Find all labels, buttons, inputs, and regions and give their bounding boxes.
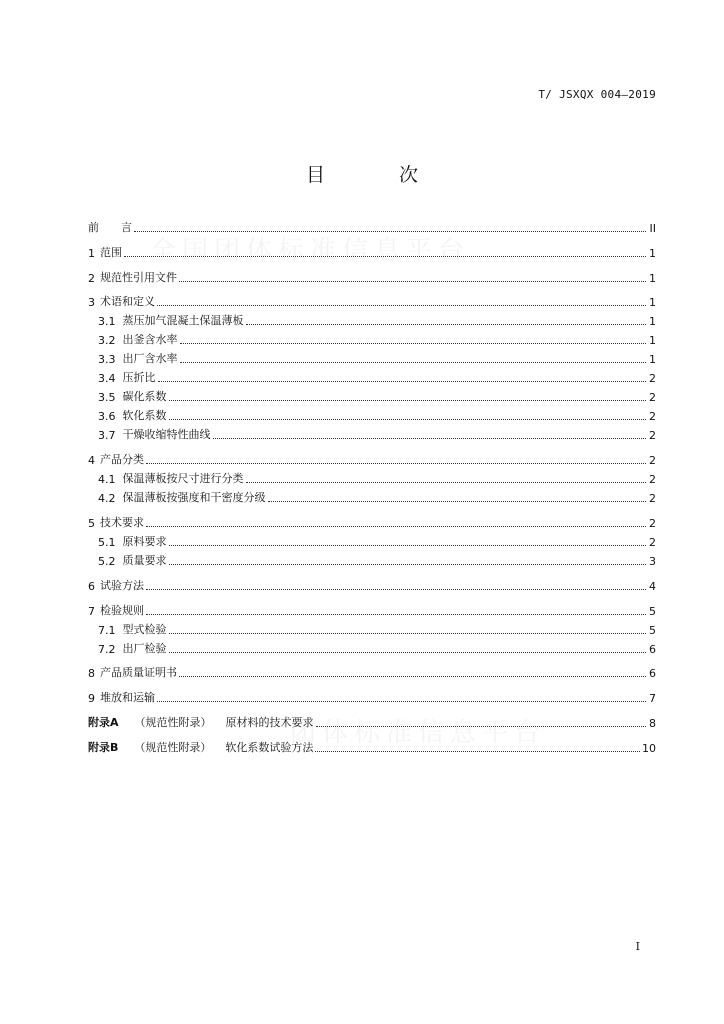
toc-entry-title: 保温薄板按尺寸进行分类 <box>122 472 244 486</box>
toc-dot-leader <box>169 418 647 420</box>
toc-entry-number: 附录A <box>88 715 119 729</box>
toc-entry-page: 2 <box>649 516 656 530</box>
toc-dot-leader <box>124 255 646 257</box>
toc-entry-number: 7.2 <box>98 642 116 656</box>
toc-entry-title: 型式检验 <box>122 622 167 636</box>
toc-entry-number: 5.2 <box>98 554 116 568</box>
toc-entry-title: 出厂检验 <box>122 641 167 655</box>
toc-dot-leader <box>146 525 646 527</box>
toc-entry-title: 出厂含水率 <box>122 352 178 366</box>
page-title: 目 次 <box>305 164 453 186</box>
toc-dot-leader <box>157 700 646 702</box>
toc-entry-number: 2 <box>88 271 95 285</box>
toc-entry-number: 3.4 <box>98 372 116 386</box>
toc-entry[interactable] <box>88 599 656 618</box>
toc-entry[interactable] <box>88 486 656 505</box>
toc-entry-title: 软化系数 <box>122 409 167 423</box>
toc-dot-leader <box>180 342 647 344</box>
toc-entry-number: 4.2 <box>98 492 116 506</box>
toc-entry[interactable] <box>88 266 656 285</box>
toc-entry-number: 3.1 <box>98 315 116 329</box>
toc-entry-title: 保温薄板按强度和干密度分级 <box>122 491 266 505</box>
toc-entry-annex-type: （规范性附录） <box>134 740 212 754</box>
toc-entry-number: 6 <box>88 579 95 593</box>
toc-entry[interactable] <box>88 511 656 530</box>
toc-entry-page: 8 <box>649 716 656 730</box>
toc-dot-leader <box>146 613 646 615</box>
toc-entry[interactable] <box>88 404 656 423</box>
toc-entry[interactable] <box>88 574 656 593</box>
toc-entry-page: 2 <box>649 492 656 506</box>
toc-entry-page: 2 <box>649 535 656 549</box>
toc-entry-page: 2 <box>649 410 656 424</box>
toc-entry-page: 1 <box>649 315 656 329</box>
page-number: I <box>635 940 640 953</box>
toc-entry[interactable] <box>88 686 656 705</box>
toc-entry-number: 5.1 <box>98 535 116 549</box>
toc-entry[interactable] <box>88 290 656 309</box>
toc-dot-leader <box>169 632 647 634</box>
toc-entry-number: 3.6 <box>98 410 116 424</box>
toc-entry-page: 6 <box>649 667 656 681</box>
toc-entry[interactable] <box>88 530 656 549</box>
toc-entry-title: 前 言 <box>88 221 132 234</box>
toc-entry[interactable] <box>88 328 656 347</box>
toc-entry[interactable] <box>88 467 656 486</box>
document-code: T/ JSXQX 004—2019 <box>538 88 656 101</box>
toc-entry-number: 8 <box>88 667 95 681</box>
toc-entry-page: 2 <box>649 473 656 487</box>
toc-entry-page: 1 <box>649 296 656 310</box>
toc-entry-page: 2 <box>649 391 656 405</box>
toc-entry[interactable] <box>88 637 656 656</box>
toc-entry-number: 4 <box>88 454 95 468</box>
toc-entry-title: 干燥收缩特性曲线 <box>122 428 211 442</box>
toc-entry[interactable] <box>88 423 656 442</box>
toc-entry-title: 质量要求 <box>122 553 167 567</box>
toc-entry[interactable] <box>88 241 656 260</box>
toc-entry-title: 产品分类 <box>100 453 144 467</box>
toc-dot-leader <box>213 437 647 439</box>
toc-dot-leader <box>179 675 646 677</box>
toc-entry[interactable] <box>88 736 656 755</box>
toc-entry-title: 检验规则 <box>100 603 144 617</box>
toc-entry-page: 1 <box>649 271 656 285</box>
toc-dot-leader <box>268 500 647 502</box>
toc-entry-title: 原材料的技术要求 <box>225 715 314 729</box>
toc-entry-annex-type: （规范性附录） <box>134 715 212 729</box>
toc-dot-leader <box>169 651 647 653</box>
toc-entry-title: 压折比 <box>122 371 156 385</box>
toc-entry-title: 软化系数试验方法 <box>225 740 314 754</box>
toc-entry[interactable] <box>88 661 656 680</box>
toc-entry-number: 5 <box>88 516 95 530</box>
toc-dot-leader <box>246 481 647 483</box>
toc-entry-number: 4.1 <box>98 473 116 487</box>
toc-entry-title: 规范性引用文件 <box>100 270 177 284</box>
toc-entry-number: 1 <box>88 246 95 260</box>
toc-entry-page: 2 <box>649 429 656 443</box>
toc-entry-title: 蒸压加气混凝土保温薄板 <box>122 314 244 328</box>
toc-entry-number: 9 <box>88 692 95 706</box>
toc-entry-number: 附录B <box>88 740 119 754</box>
toc-entry-title: 术语和定义 <box>100 295 155 309</box>
toc-entry-page: 1 <box>649 334 656 348</box>
toc-dot-leader <box>179 280 646 282</box>
toc-entry-title: 碳化系数 <box>122 390 167 404</box>
toc-entry-number: 3.2 <box>98 334 116 348</box>
toc-entry-page: 2 <box>649 372 656 386</box>
toc-dot-leader <box>169 544 647 546</box>
toc-entry-number: 7.1 <box>98 623 116 637</box>
toc-entry-number: 3.5 <box>98 391 116 405</box>
toc-dot-leader <box>169 399 647 401</box>
toc-dot-leader <box>146 588 646 590</box>
toc-entry-page: 3 <box>649 554 656 568</box>
toc-entry[interactable] <box>88 347 656 366</box>
toc-entry-title: 原料要求 <box>122 534 167 548</box>
toc-entry-title: 出釜含水率 <box>122 333 178 347</box>
toc-entry-page: 5 <box>649 604 656 618</box>
toc-entry-page: 5 <box>649 623 656 637</box>
toc-entry-title: 技术要求 <box>100 515 144 529</box>
toc-entry-page: 2 <box>649 454 656 468</box>
toc-dot-leader <box>157 304 646 306</box>
toc-entry-title: 试验方法 <box>100 578 144 592</box>
toc-dot-leader <box>316 725 646 727</box>
toc-entry-title: 堆放和运输 <box>100 691 155 705</box>
toc-entry-page: 1 <box>649 246 656 260</box>
toc-dot-leader <box>246 323 647 325</box>
toc-dot-leader <box>315 750 640 752</box>
toc-entry[interactable] <box>88 618 656 637</box>
toc-dot-leader <box>180 361 647 363</box>
toc-entry-title: 范围 <box>100 245 122 259</box>
toc-entry-number: 3.7 <box>98 429 116 443</box>
toc-entry[interactable] <box>88 448 656 467</box>
toc-entry-page: II <box>649 222 656 235</box>
toc-entry-number: 7 <box>88 604 95 618</box>
toc-entry-page: 6 <box>649 642 656 656</box>
toc-entry-page: 1 <box>649 353 656 367</box>
toc-entry-page: 4 <box>649 579 656 593</box>
toc-entry-page: 7 <box>649 692 656 706</box>
toc-entry-number: 3.3 <box>98 353 116 367</box>
toc-entry[interactable] <box>88 549 656 568</box>
toc-dot-leader <box>134 230 646 232</box>
toc-dot-leader <box>158 380 647 382</box>
toc-dot-leader <box>169 563 647 565</box>
toc-entry-title: 产品质量证明书 <box>100 666 177 680</box>
toc-entry[interactable] <box>88 216 656 235</box>
toc-entry-page: 10 <box>642 741 656 755</box>
table-of-contents <box>88 216 656 755</box>
toc-dot-leader <box>146 462 646 464</box>
toc-entry[interactable] <box>88 309 656 328</box>
toc-entry[interactable] <box>88 711 656 730</box>
toc-entry-number: 3 <box>88 296 95 310</box>
toc-entry[interactable] <box>88 366 656 385</box>
toc-entry[interactable] <box>88 385 656 404</box>
